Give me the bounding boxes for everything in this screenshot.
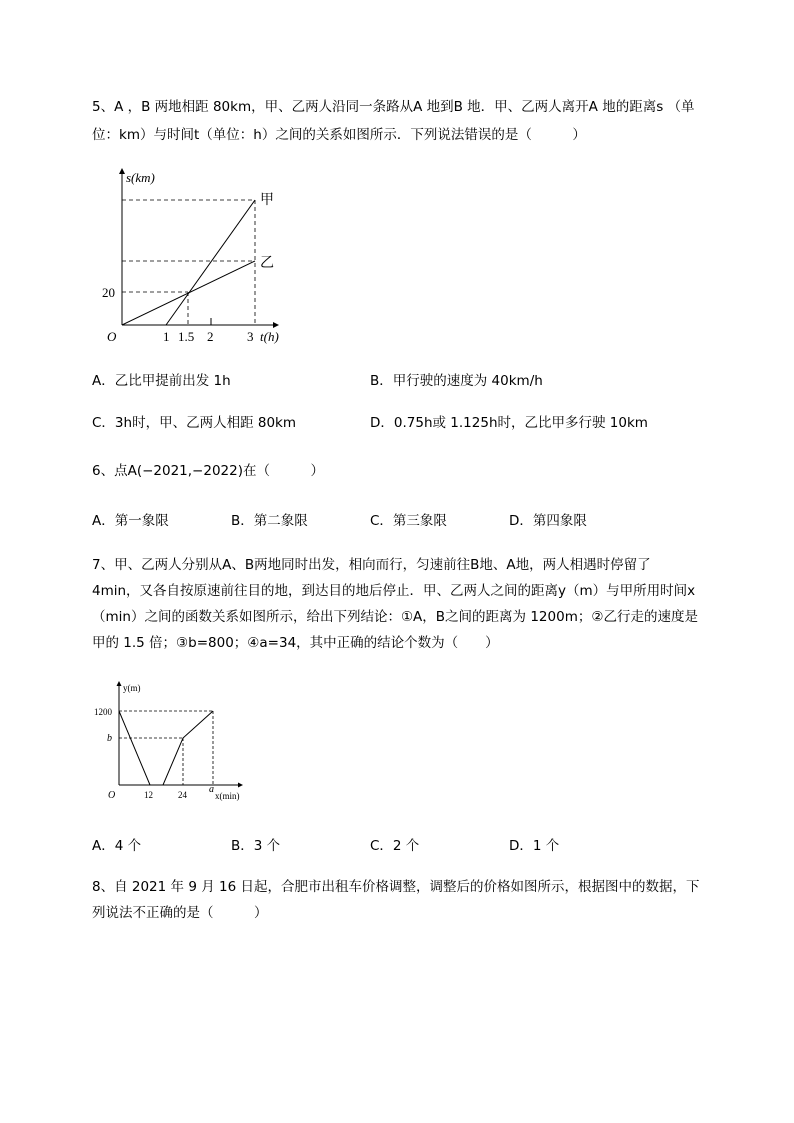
- q5-option-a[interactable]: A．乙比甲提前出发 1h: [92, 373, 231, 389]
- q7-x-tick-24: 24: [178, 790, 187, 800]
- q5-line-yi: [122, 261, 255, 325]
- q7-stem-line3: （min）之间的函数关系如图所示，给出下列结论：①A，B之间的距离为 1200m；②乙行走的速度是: [92, 609, 698, 625]
- q5-stem-line1: 5、A ，B 两地相距 80km，甲、乙两人沿同一条路从A 地到B 地．甲、乙两人离开A 地的距离s （单: [92, 99, 695, 115]
- q5-x-tick-1-5: 1.5: [178, 329, 195, 344]
- q7-stem-line2: 4min，又各自按原速前往目的地，到达目的地后停止．甲、乙两人之间的距离y（m）与甲所用时间x: [92, 583, 696, 599]
- q5-graph: [100, 165, 300, 350]
- q7-y-label: y(m): [123, 683, 141, 693]
- q5-y-tick-20: 20: [102, 285, 115, 300]
- q7-stem-line1: 7、甲、乙两人分别从A、B两地同时出发，相向而行，匀速前往B地、A地，两人相遇时停留了: [92, 557, 651, 573]
- q6-option-a[interactable]: A．第一象限: [92, 513, 169, 529]
- q5-option-c[interactable]: C．3h时，甲、乙两人相距 80km: [92, 415, 297, 431]
- q8-stem-line2: 列说法不正确的是（ ）: [92, 905, 268, 921]
- q7-graph: [92, 678, 252, 808]
- q5-origin: O: [107, 329, 117, 344]
- q7-function-line: [119, 711, 213, 785]
- q5-x-tick-3: 3: [247, 329, 254, 344]
- q5-label-yi: 乙: [260, 255, 274, 271]
- q6-option-c[interactable]: C．第三象限: [370, 513, 447, 529]
- q7-x-tick-12: 12: [144, 790, 153, 800]
- q6-stem: 6、点A(−2021,−2022)在（ ）: [92, 463, 324, 479]
- q7-y-tick-b: b: [107, 733, 112, 744]
- q7-stem-line4: 甲的 1.5 倍；③b=800；④a=34，其中正确的结论个数为（ ）: [92, 635, 499, 651]
- q7-option-a[interactable]: A．4 个: [92, 838, 142, 854]
- q7-origin: O: [108, 790, 116, 801]
- q8-stem-line1: 8、自 2021 年 9 月 16 日起，合肥市出租车价格调整，调整后的价格如图所示，根据图中的数据，下: [92, 879, 700, 895]
- q5-stem-line2: 位：km）与时间t（单位：h）之间的关系如图所示．下列说法错误的是（ ）: [92, 127, 586, 143]
- q5-y-label: s(km): [126, 170, 155, 185]
- q5-option-d[interactable]: D．0.75h或 1.125h时，乙比甲多行驶 10km: [370, 415, 648, 431]
- q5-x-tick-1: 1: [163, 329, 170, 344]
- q7-y-tick-1200: 1200: [94, 707, 112, 717]
- q7-x-tick-a: a: [209, 784, 214, 795]
- q7-option-b[interactable]: B．3 个: [231, 838, 281, 854]
- q5-line-jia: [166, 200, 255, 325]
- q7-option-d[interactable]: D．1 个: [509, 838, 560, 854]
- q5-x-label: t(h): [260, 329, 279, 344]
- q6-option-b[interactable]: B．第二象限: [231, 513, 308, 529]
- q7-x-label: x(min): [215, 791, 240, 801]
- q5-x-tick-2: 2: [207, 329, 214, 344]
- q5-label-jia: 甲: [260, 192, 274, 208]
- q5-option-b[interactable]: B．甲行驶的速度为 40km/h: [370, 373, 543, 389]
- q6-option-d[interactable]: D．第四象限: [509, 513, 587, 529]
- q7-option-c[interactable]: C．2 个: [370, 838, 420, 854]
